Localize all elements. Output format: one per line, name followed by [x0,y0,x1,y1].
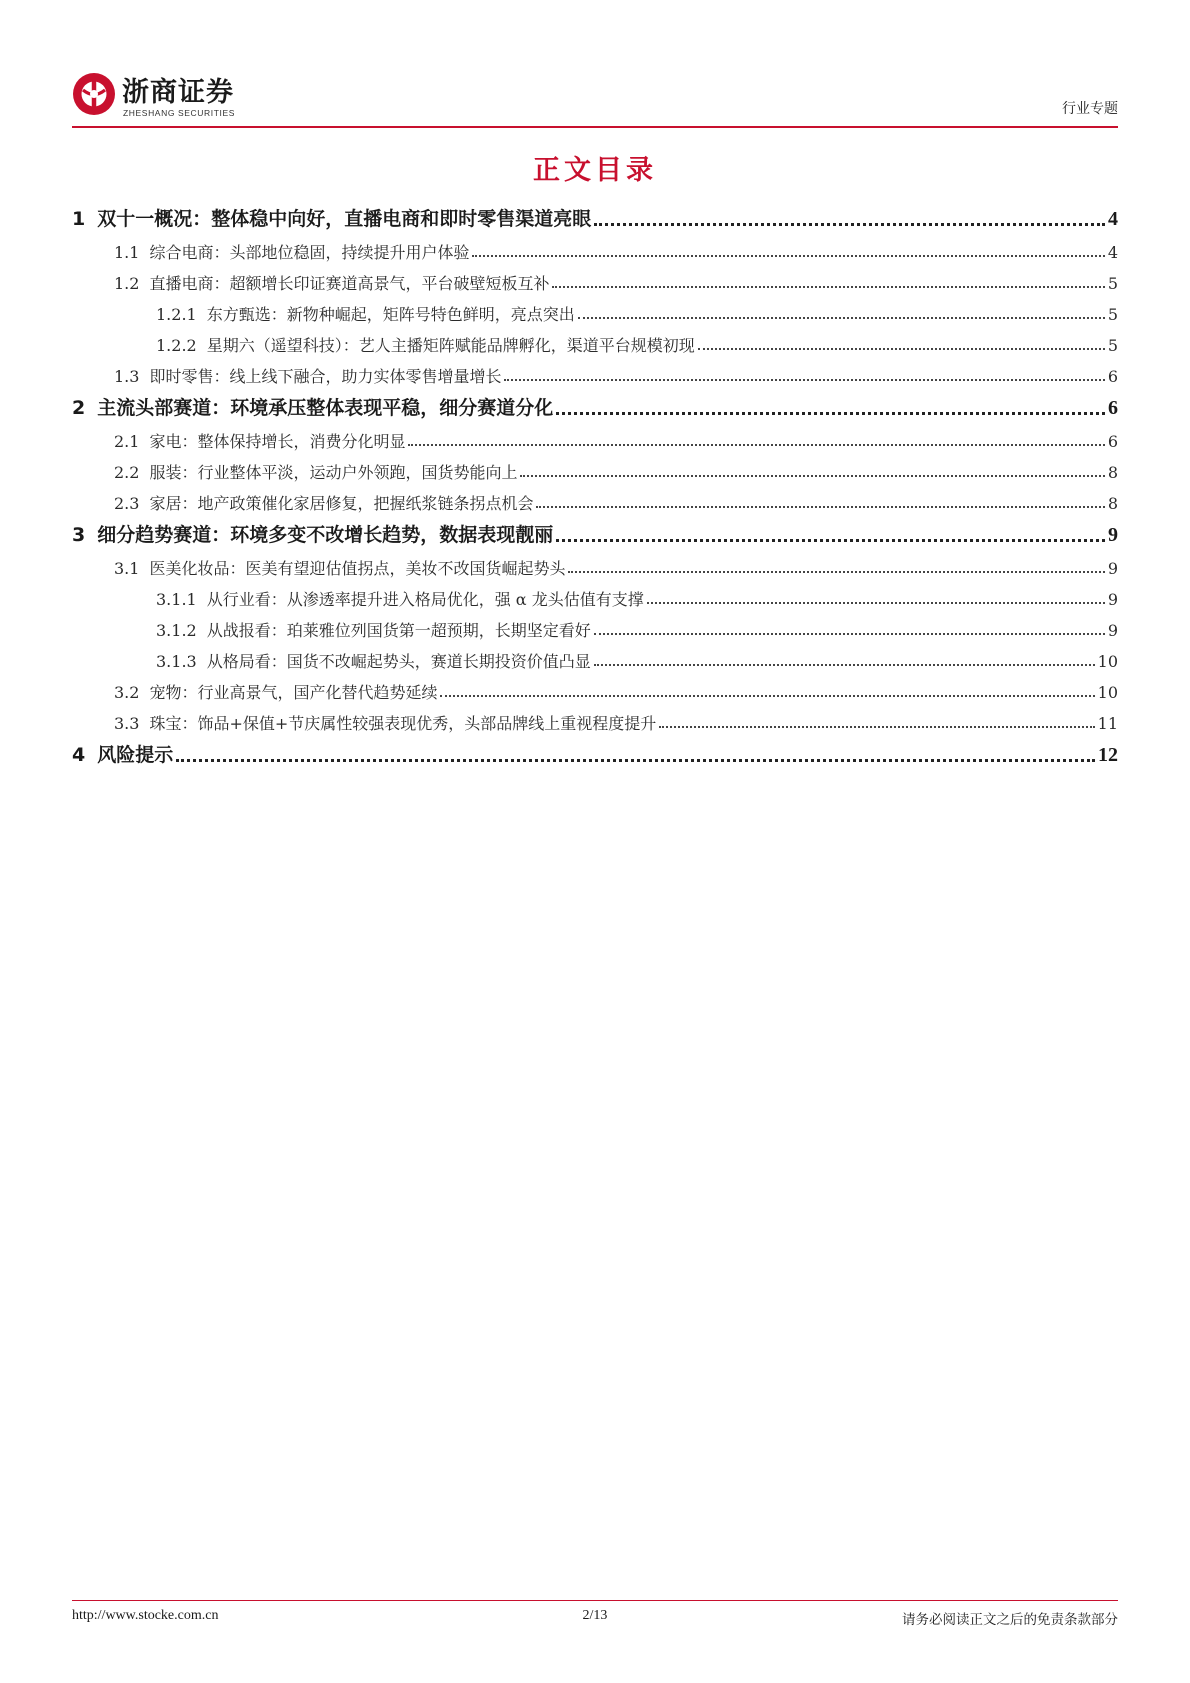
toc-entry-number: 2.3 [114,493,140,513]
toc-entry-number: 3.2 [114,682,140,702]
toc-chapter-entry[interactable] [72,734,1118,768]
footer-disclaimer: 请务必阅读正文之后的免责条款部分 [902,1612,1118,1628]
toc-entry-page: 5 [1107,335,1118,355]
toc-entry-number: 2 [72,397,86,420]
table-of-contents [72,198,1118,768]
toc-chapter-entry[interactable] [72,514,1118,548]
toc-entry-page: 10 [1097,651,1118,671]
toc-entry-label: 从行业看：从渗透率提升进入格局优化，强 α 龙头估值有支撑 [206,589,644,609]
toc-section-entry[interactable] [72,452,1118,483]
toc-entry-number: 3 [72,524,86,547]
toc-entry-number: 1.2.1 [156,304,197,324]
toc-entry-page: 9 [1108,524,1118,546]
toc-subsection-entry[interactable] [72,579,1118,610]
toc-subsection-entry[interactable] [72,610,1118,641]
toc-entry-number: 1 [72,208,86,231]
company-logo [72,68,272,126]
toc-entry-label: 珠宝：饰品+保值+节庆属性较强表现优秀，头部品牌线上重视程度提升 [149,713,657,733]
toc-entry-label: 综合电商：头部地位稳固，持续提升用户体验 [149,242,470,262]
report-type-tag: 行业专题 [1062,101,1118,117]
toc-entry-number: 3.1.2 [156,620,197,640]
toc-entry-number: 1.3 [114,366,140,386]
toc-entry-label: 东方甄选：新物种崛起，矩阵号特色鲜明，亮点突出 [206,304,575,324]
toc-entry-number: 2.2 [114,462,140,482]
toc-entry-page: 4 [1108,208,1118,230]
toc-entry-label: 从战报看：珀莱雅位列国货第一超预期，长期坚定看好 [206,620,591,640]
toc-dot-leader [176,759,1095,762]
toc-dot-leader [504,379,1104,381]
page-footer [72,1608,1118,1632]
logo-mark-icon [72,72,116,116]
toc-dot-leader [440,695,1094,697]
toc-dot-leader [536,506,1104,508]
toc-entry-label: 细分趋势赛道：环境多变不改增长趋势，数据表现靓丽 [97,524,554,547]
toc-entry-page: 6 [1108,397,1118,419]
toc-entry-label: 双十一概况：整体稳中向好，直播电商和即时零售渠道亮眼 [97,208,592,231]
header-divider [72,126,1118,128]
toc-dot-leader [594,633,1105,635]
toc-entry-page: 4 [1107,242,1118,262]
toc-entry-page: 12 [1098,744,1118,766]
toc-dot-leader [556,539,1105,542]
toc-dot-leader [578,317,1105,319]
toc-entry-number: 3.1 [114,558,140,578]
toc-entry-label: 星期六（遥望科技）：艺人主播矩阵赋能品牌孵化，渠道平台规模初现 [206,335,695,355]
toc-section-entry[interactable] [72,232,1118,263]
toc-entry-label: 医美化妆品：医美有望迎估值拐点，美妆不改国货崛起势头 [149,558,566,578]
toc-dot-leader [552,286,1104,288]
toc-chapter-entry[interactable] [72,387,1118,421]
toc-entry-number: 3.1.1 [156,589,197,609]
toc-entry-page: 6 [1107,366,1118,386]
toc-subsection-entry[interactable] [72,294,1118,325]
toc-subsection-entry[interactable] [72,641,1118,672]
toc-dot-leader [698,348,1105,350]
toc-dot-leader [594,223,1105,226]
toc-dot-leader [594,664,1095,666]
toc-entry-page: 8 [1107,462,1118,482]
toc-entry-label: 宠物：行业高景气，国产化替代趋势延续 [149,682,438,702]
toc-entry-page: 11 [1097,713,1118,733]
logo-text-cn: 浙商证券 [122,77,234,108]
toc-title: 正文目录 [533,155,657,186]
toc-entry-number: 3.3 [114,713,140,733]
toc-entry-page: 10 [1097,682,1118,702]
toc-entry-label: 服装：行业整体平淡，运动户外领跑，国货势能向上 [149,462,518,482]
toc-section-entry[interactable] [72,421,1118,452]
toc-dot-leader [568,571,1104,573]
toc-entry-number: 1.2.2 [156,335,197,355]
toc-subsection-entry[interactable] [72,325,1118,356]
toc-entry-label: 主流头部赛道：环境承压整体表现平稳，细分赛道分化 [97,397,554,420]
footer-divider [72,1600,1118,1601]
toc-dot-leader [408,444,1104,446]
toc-entry-page: 6 [1107,431,1118,451]
page-header [72,68,1118,126]
footer-website-link[interactable]: http://www.stocke.com.cn [72,1608,219,1623]
toc-entry-number: 1.2 [114,273,140,293]
toc-section-entry[interactable] [72,703,1118,734]
toc-entry-page: 8 [1107,493,1118,513]
toc-entry-label: 家电：整体保持增长，消费分化明显 [149,431,406,451]
logo-text-en: ZHESHANG SECURITIES [123,108,235,118]
toc-chapter-entry[interactable] [72,198,1118,232]
toc-section-entry[interactable] [72,548,1118,579]
toc-dot-leader [472,255,1104,257]
toc-dot-leader [520,475,1104,477]
toc-entry-number: 4 [72,744,86,767]
toc-dot-leader [556,412,1105,415]
footer-page-number: 2/13 [582,1608,608,1623]
toc-entry-page: 9 [1107,558,1118,578]
toc-entry-label: 家居：地产政策催化家居修复，把握纸浆链条拐点机会 [149,493,534,513]
toc-entry-label: 风险提示 [97,744,174,767]
toc-entry-label: 直播电商：超额增长印证赛道高景气，平台破壁短板互补 [149,273,550,293]
toc-entry-number: 2.1 [114,431,140,451]
toc-entry-page: 9 [1107,620,1118,640]
toc-section-entry[interactable] [72,672,1118,703]
toc-entry-page: 9 [1107,589,1118,609]
toc-dot-leader [659,726,1094,728]
toc-section-entry[interactable] [72,356,1118,387]
toc-section-entry[interactable] [72,483,1118,514]
toc-entry-label: 从格局看：国货不改崛起势头，赛道长期投资价值凸显 [206,651,591,671]
toc-entry-number: 3.1.3 [156,651,197,671]
toc-section-entry[interactable] [72,263,1118,294]
toc-dot-leader [647,602,1105,604]
toc-entry-page: 5 [1107,273,1118,293]
toc-entry-label: 即时零售：线上线下融合，助力实体零售增量增长 [149,366,502,386]
toc-entry-page: 5 [1107,304,1118,324]
toc-entry-number: 1.1 [114,242,140,262]
